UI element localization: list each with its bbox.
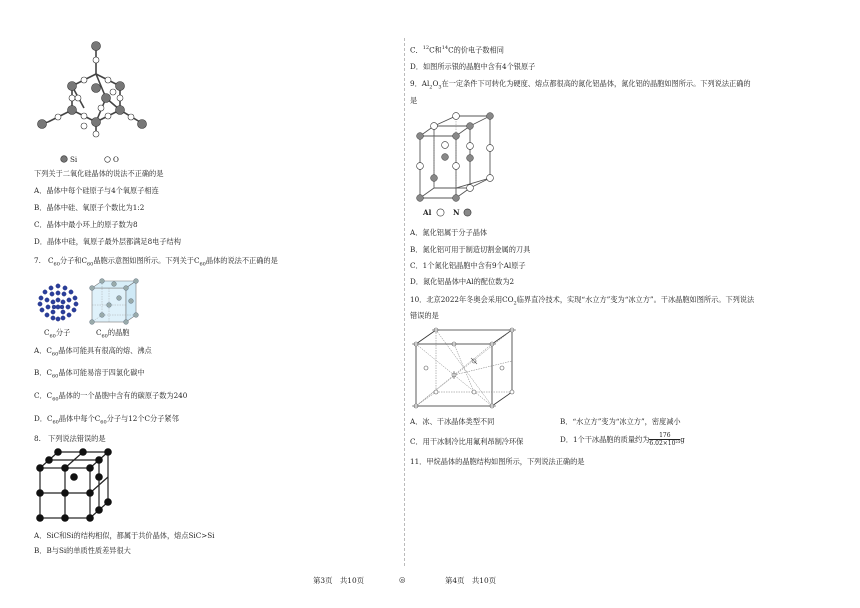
q9-option-d: D．氮化铝晶体中Al的配位数为2 [410, 277, 515, 286]
q9-option-a: A．氮化铝属于分子晶体 [410, 228, 488, 237]
c60-unit-cell-figure [88, 278, 140, 326]
q9-option-b: B．氮化铝可用于制造切割金属的刀具 [410, 245, 531, 254]
q7-option-b: B．$C_{60}$晶体可能易溶于四氯化碳中 [34, 368, 145, 380]
c60-molecule-figure [36, 282, 80, 322]
q8-option-c: C．$^{12}$C和$^{14}$C的价电子数相同 [410, 45, 504, 55]
al-legend-icon [436, 208, 445, 217]
q8-stem: 8. 下列说法错误的是 [34, 434, 106, 443]
n-legend-icon [463, 208, 472, 217]
q6-stem: 下列关于二氧化硅晶体的说法不正确的是 [34, 169, 164, 178]
si-legend-icon [60, 155, 68, 163]
q7-option-c: C．$C_{60}$晶体的一个晶胞中含有的碳原子数为240 [34, 391, 188, 403]
legend-n-label: N [453, 208, 460, 217]
dry-ice-unit-cell-figure [412, 326, 516, 410]
legend-o-label: O [113, 155, 119, 164]
q10-option-d: D．1个干冰晶胞的质量约为 $\frac{176}{\text{6.02×10²³}}$ g [560, 432, 685, 447]
q9-option-c: C．1个氮化铝晶胞中含有9个Al原子 [410, 261, 526, 270]
q10-option-b: B．“水立方”变为“冰立方”，密度减小 [560, 417, 681, 426]
q10-option-c: C．用干冰制冷比用氟利昂制冷环保 [410, 437, 524, 446]
q7-option-d: D．$C_{60}$晶体中每个$C_{60}$分子与12个C分子紧邻 [34, 414, 179, 426]
q7-stem: 7. $C_{60}$分子和$C_{60}$晶胞示意图如图所示。下列关于$C_{60}$晶体的说法不正确的是 [34, 256, 278, 268]
legend-si-label: Si [70, 155, 78, 164]
column-divider [404, 38, 405, 566]
q6-option-c: C．晶体中最小环上的原子数为8 [34, 220, 138, 229]
footer-page-4: 第4页 共10页 [445, 576, 497, 585]
c60-molecule-caption: $C_{60}$分子 [44, 328, 71, 340]
sio2-structure-figure [34, 38, 154, 150]
q8-crystal-figure [36, 448, 112, 522]
center-binding-mark: ◎ [399, 575, 406, 584]
q8-option-d: D．如图所示银的晶胞中含有4个银原子 [410, 62, 536, 71]
q9-stem-line1: 9．$Al_2O_3$在一定条件下可转化为硬度、熔点都很高的氮化铝晶体，氮化铝的晶胞如图所示。下列说法正确的 [410, 79, 751, 91]
q6-option-d: D．晶体中硅，氧原子最外层都满足8电子结构 [34, 237, 181, 246]
q7-option-a: A．$C_{60}$晶体可能具有很高的熔、沸点 [34, 346, 152, 358]
c60-cell-caption: $C_{60}$的晶胞 [96, 328, 130, 340]
q9-stem-line2: 是 [410, 96, 418, 105]
q10-stem-line1: 10．北京2022年冬奥会采用$CO_2$临界直冷技术，实现“水立方”变为“冰立方”。干冰晶胞如图所示。下列说法 [410, 295, 755, 307]
aln-unit-cell-figure [414, 112, 500, 206]
q8-option-b: B．B与Si的单质性质差异很大 [34, 546, 131, 555]
footer-page-3: 第3页 共10页 [313, 576, 365, 585]
q6-option-a: A．晶体中每个硅原子与4个氧原子相连 [34, 186, 159, 195]
o-legend-icon [104, 156, 112, 163]
legend-al-label: Al [423, 208, 432, 217]
q11-stem: 11．甲烷晶体的晶胞结构如图所示，下列说法正确的是 [410, 457, 585, 466]
q10-option-a: A．冰、干冰晶体类型不同 [410, 417, 495, 426]
q6-option-b: B．晶体中硅、氧原子个数比为1:2 [34, 203, 145, 212]
q8-option-a: A．SiC和Si的结构相似，都属于共价晶体，熔点SiC>Si [34, 531, 215, 540]
q10-stem-line2: 错误的是 [410, 311, 439, 320]
